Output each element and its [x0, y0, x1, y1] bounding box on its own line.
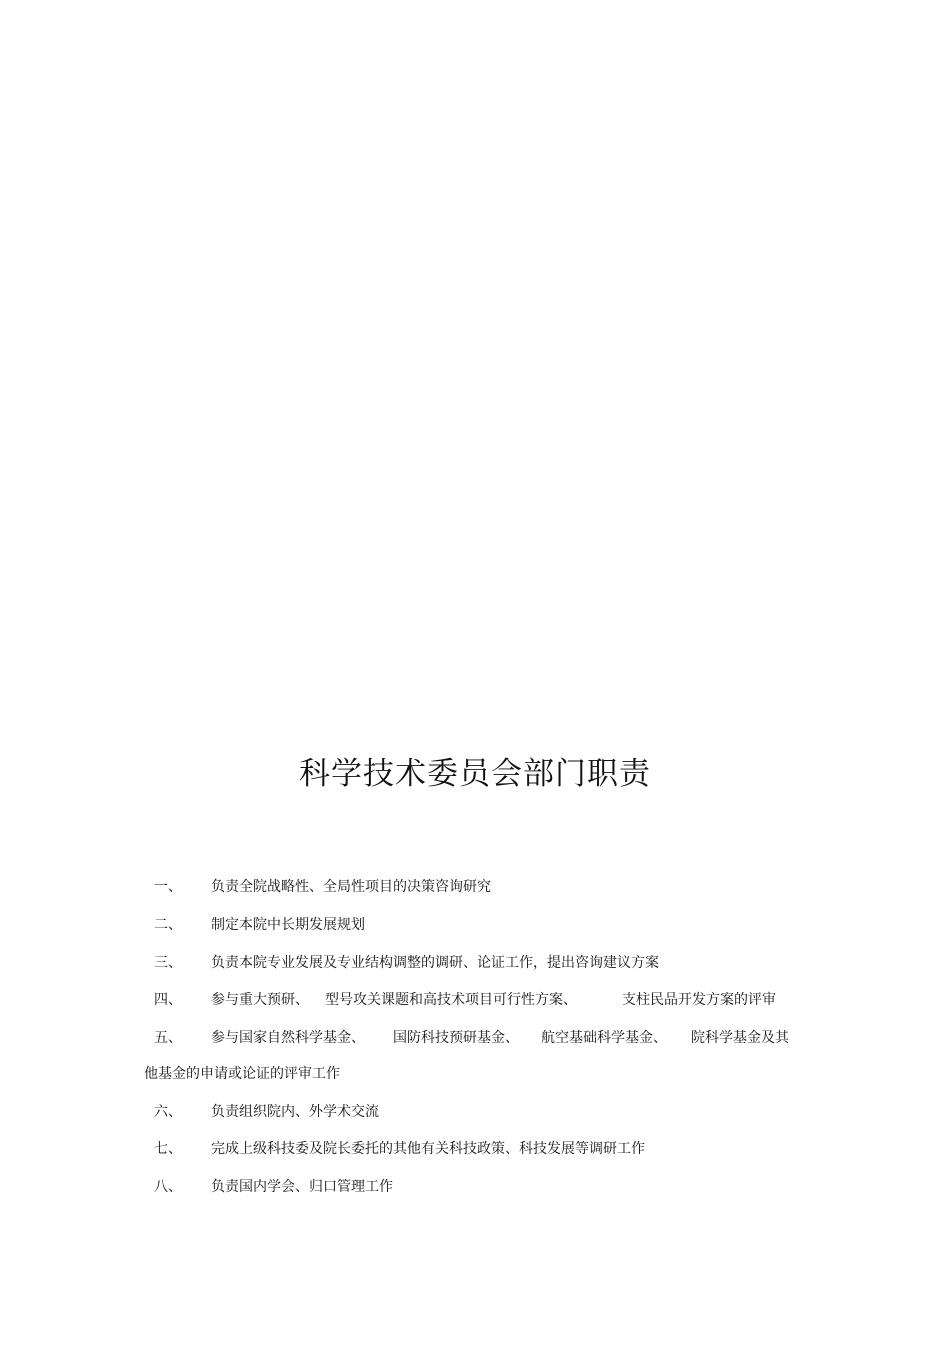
item-text: 负责本院专业发展及专业结构调整的调研、论证工作，提出咨询建议方案 [211, 955, 659, 971]
item-number: 二、 [154, 917, 182, 933]
item-text: 负责组织院内、外学术交流 [211, 1104, 379, 1120]
item-number: 四、 [154, 992, 182, 1008]
item-number: 六、 [154, 1104, 182, 1120]
item-text: 负责全院战略性、全局性项目的决策咨询研究 [211, 879, 491, 895]
item-text-continuation: 他基金的申请或论证的评审工作 [144, 1066, 340, 1082]
page-title: 科学技术委员会部门职责 [299, 756, 651, 792]
item-text-segment: 院科学基金及其 [691, 1030, 789, 1046]
item-number: 三、 [154, 955, 182, 971]
item-number: 八、 [154, 1179, 182, 1195]
item-number: 七、 [154, 1141, 182, 1157]
item-text: 负责国内学会、归口管理工作 [211, 1179, 393, 1195]
item-text-segment: 航空基础科学基金、 [541, 1030, 667, 1046]
item-text: 制定本院中长期发展规划 [211, 917, 365, 933]
item-number: 五、 [154, 1030, 182, 1046]
item-text-segment: 参与重大预研、 [211, 992, 309, 1008]
item-text-segment: 型号攻关课题和高技术项目可行性方案、 [325, 992, 577, 1008]
item-number: 一、 [154, 879, 182, 895]
item-text: 完成上级科技委及院长委托的其他有关科技政策、科技发展等调研工作 [211, 1141, 645, 1157]
item-text-segment: 支柱民品开发方案的评审 [622, 992, 776, 1008]
item-text-segment: 参与国家自然科学基金、 [211, 1030, 365, 1046]
item-text-segment: 国防科技预研基金、 [393, 1030, 519, 1046]
